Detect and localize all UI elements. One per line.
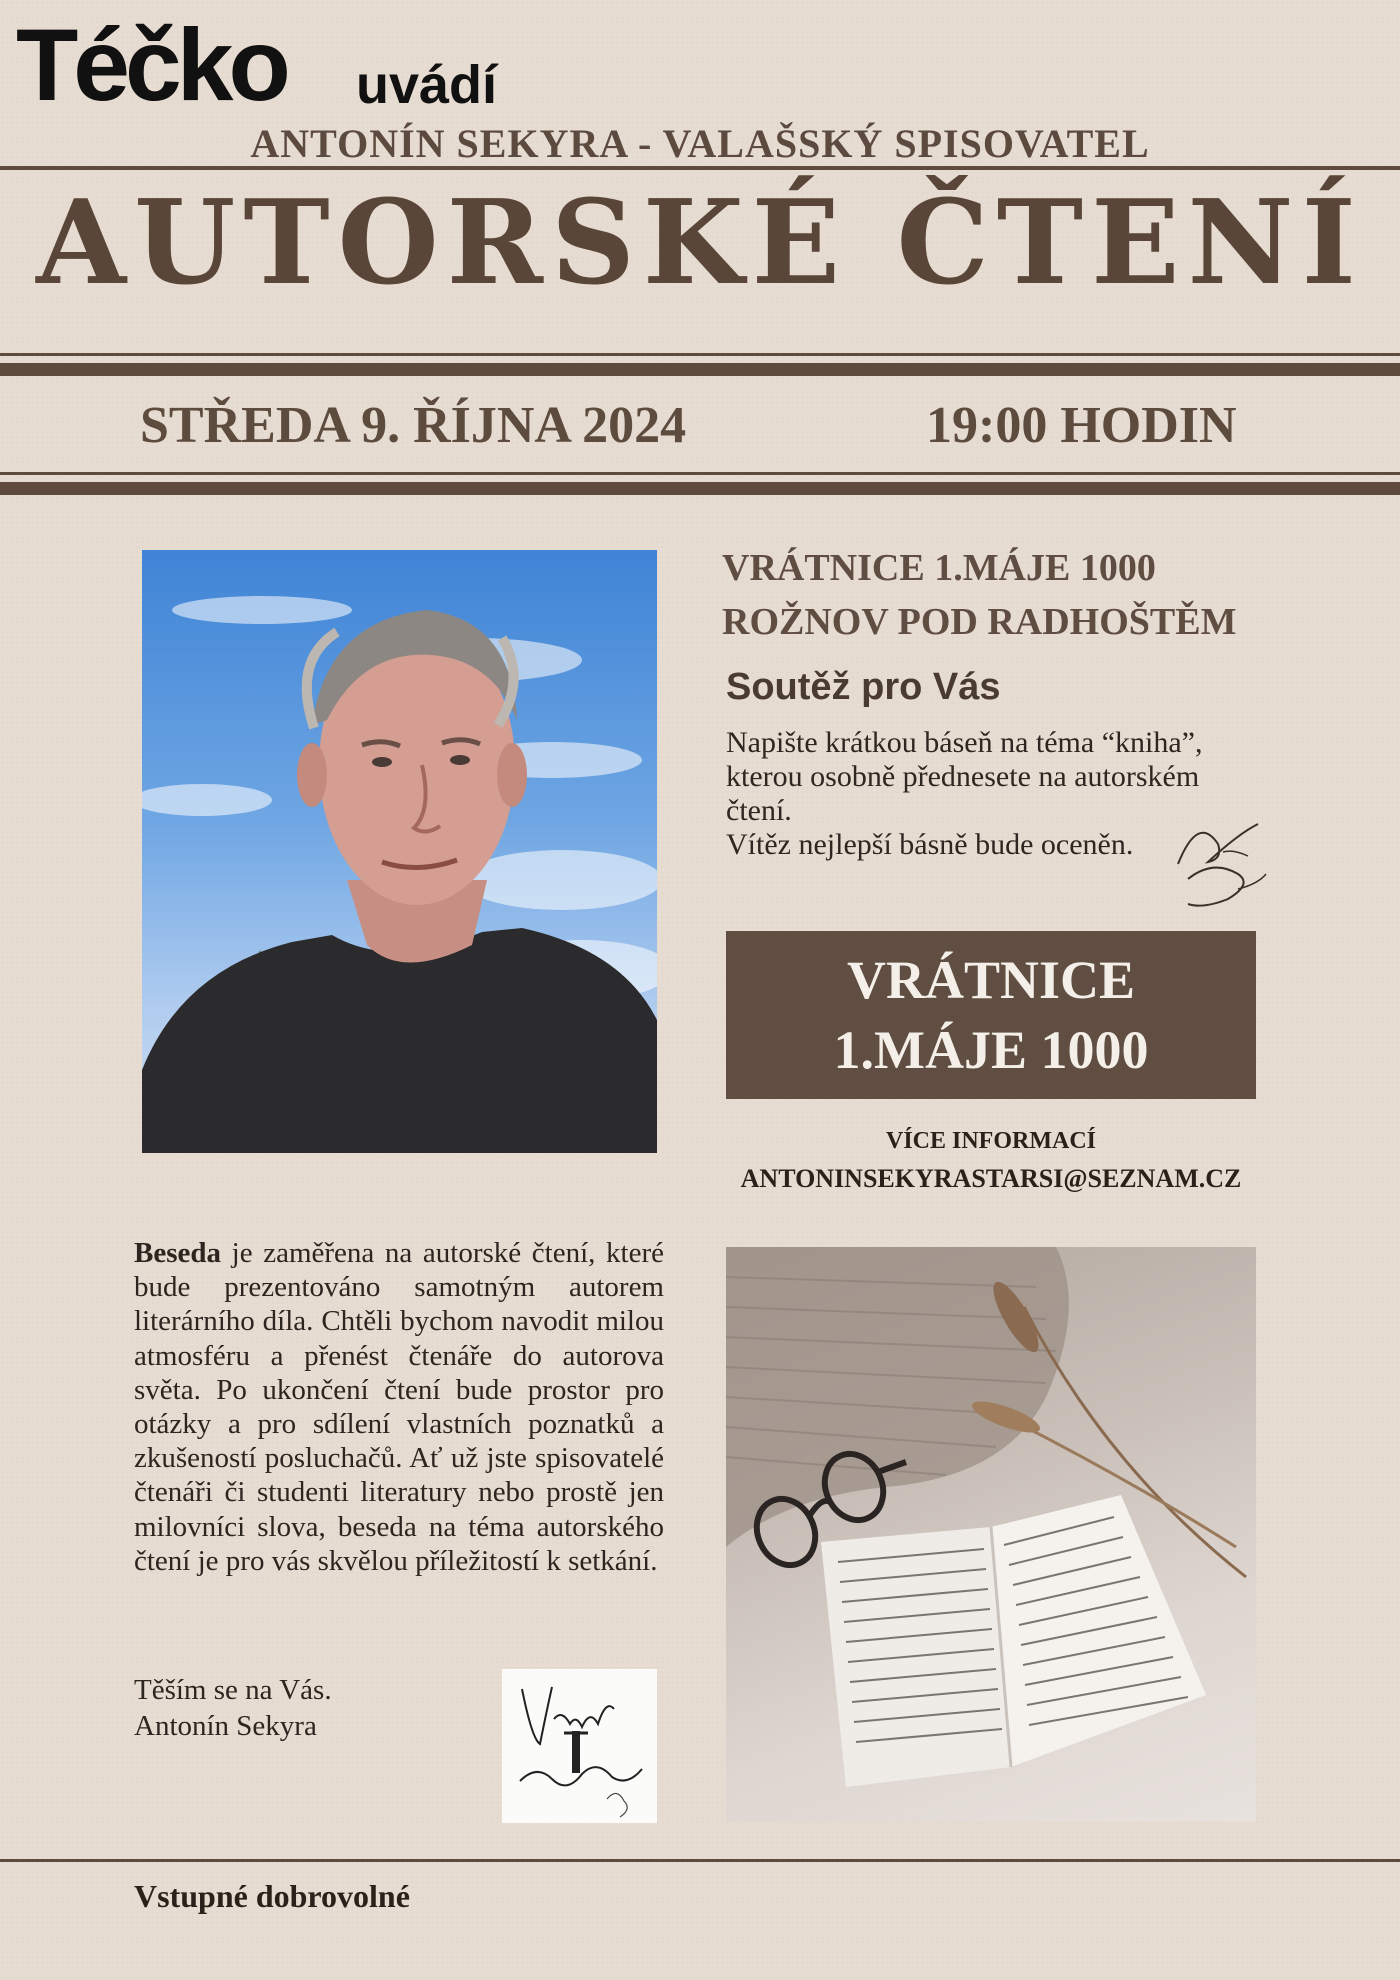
- contest-line: kterou osobně přednesete na autorském: [726, 760, 1200, 793]
- description-text: je zaměřena na autorské čtení, které bude prezentováno samotným autorem literárního díla. Chtěli bychom navodit milou atmosféru a přenést čtenáře do autorova světa. Po ukončení čtení bude prostor pro otázky a pro sdílení vlastních poznatků a zkušeností posluchačů. Ať už jste spisovatelé čtenáři či studenti literatury nebo prostě jen milovníci slova, beseda na téma autorského čtení je pro vás skvělou příležitostí k setkání.: [134, 1237, 664, 1577]
- author-photo: [142, 550, 657, 1153]
- description-lead: Beseda: [134, 1237, 221, 1269]
- event-headline: AUTORSKÉ ČTENÍ: [36, 175, 1364, 311]
- author-signature: [1168, 804, 1272, 914]
- contest-line: čtení.: [726, 794, 792, 827]
- venue-banner: [726, 931, 1256, 1099]
- divider-line: [0, 353, 1400, 356]
- info-label: VÍCE INFORMACÍ: [886, 1128, 1096, 1154]
- greeting-line: Těším se na Vás.: [134, 1674, 332, 1706]
- event-date: STŘEDA 9. ŘÍJNA 2024: [140, 397, 687, 454]
- contest-title: Soutěž pro Vás: [726, 666, 1001, 708]
- event-time: 19:00 HODIN: [926, 397, 1237, 454]
- footer-divider: [0, 1859, 1400, 1862]
- open-book-photo: [726, 1247, 1256, 1822]
- divider-line: [0, 363, 1400, 376]
- location-address: VRÁTNICE 1.MÁJE 1000: [722, 547, 1156, 589]
- brand-logo: Téčko: [16, 8, 286, 122]
- contact-email[interactable]: ANTONINSEKYRASTARSI@SEZNAM.CZ: [740, 1164, 1242, 1193]
- location-city: ROŽNOV POD RADHOŠTĚM: [722, 601, 1237, 643]
- divider-line: [0, 472, 1400, 475]
- event-description: [134, 1236, 664, 1578]
- venue-banner-line: 1.MÁJE 1000: [833, 1020, 1149, 1080]
- admission-note: Vstupné dobrovolné: [134, 1878, 410, 1914]
- brand-suffix: uvádí: [356, 55, 498, 115]
- divider-line: [0, 482, 1400, 495]
- contest-line: Vítěz nejlepší básně bude oceněn.: [726, 828, 1134, 861]
- greeting-author: Antonín Sekyra: [134, 1710, 317, 1742]
- contest-line: Napište krátkou báseň na téma “kniha”,: [726, 726, 1203, 759]
- venue-banner-line: VRÁTNICE: [846, 950, 1136, 1010]
- event-subtitle: ANTONÍN SEKYRA - VALAŠSKÝ SPISOVATEL: [250, 121, 1150, 166]
- top-divider: [0, 166, 1400, 170]
- writer-stamp-logo: [502, 1669, 657, 1823]
